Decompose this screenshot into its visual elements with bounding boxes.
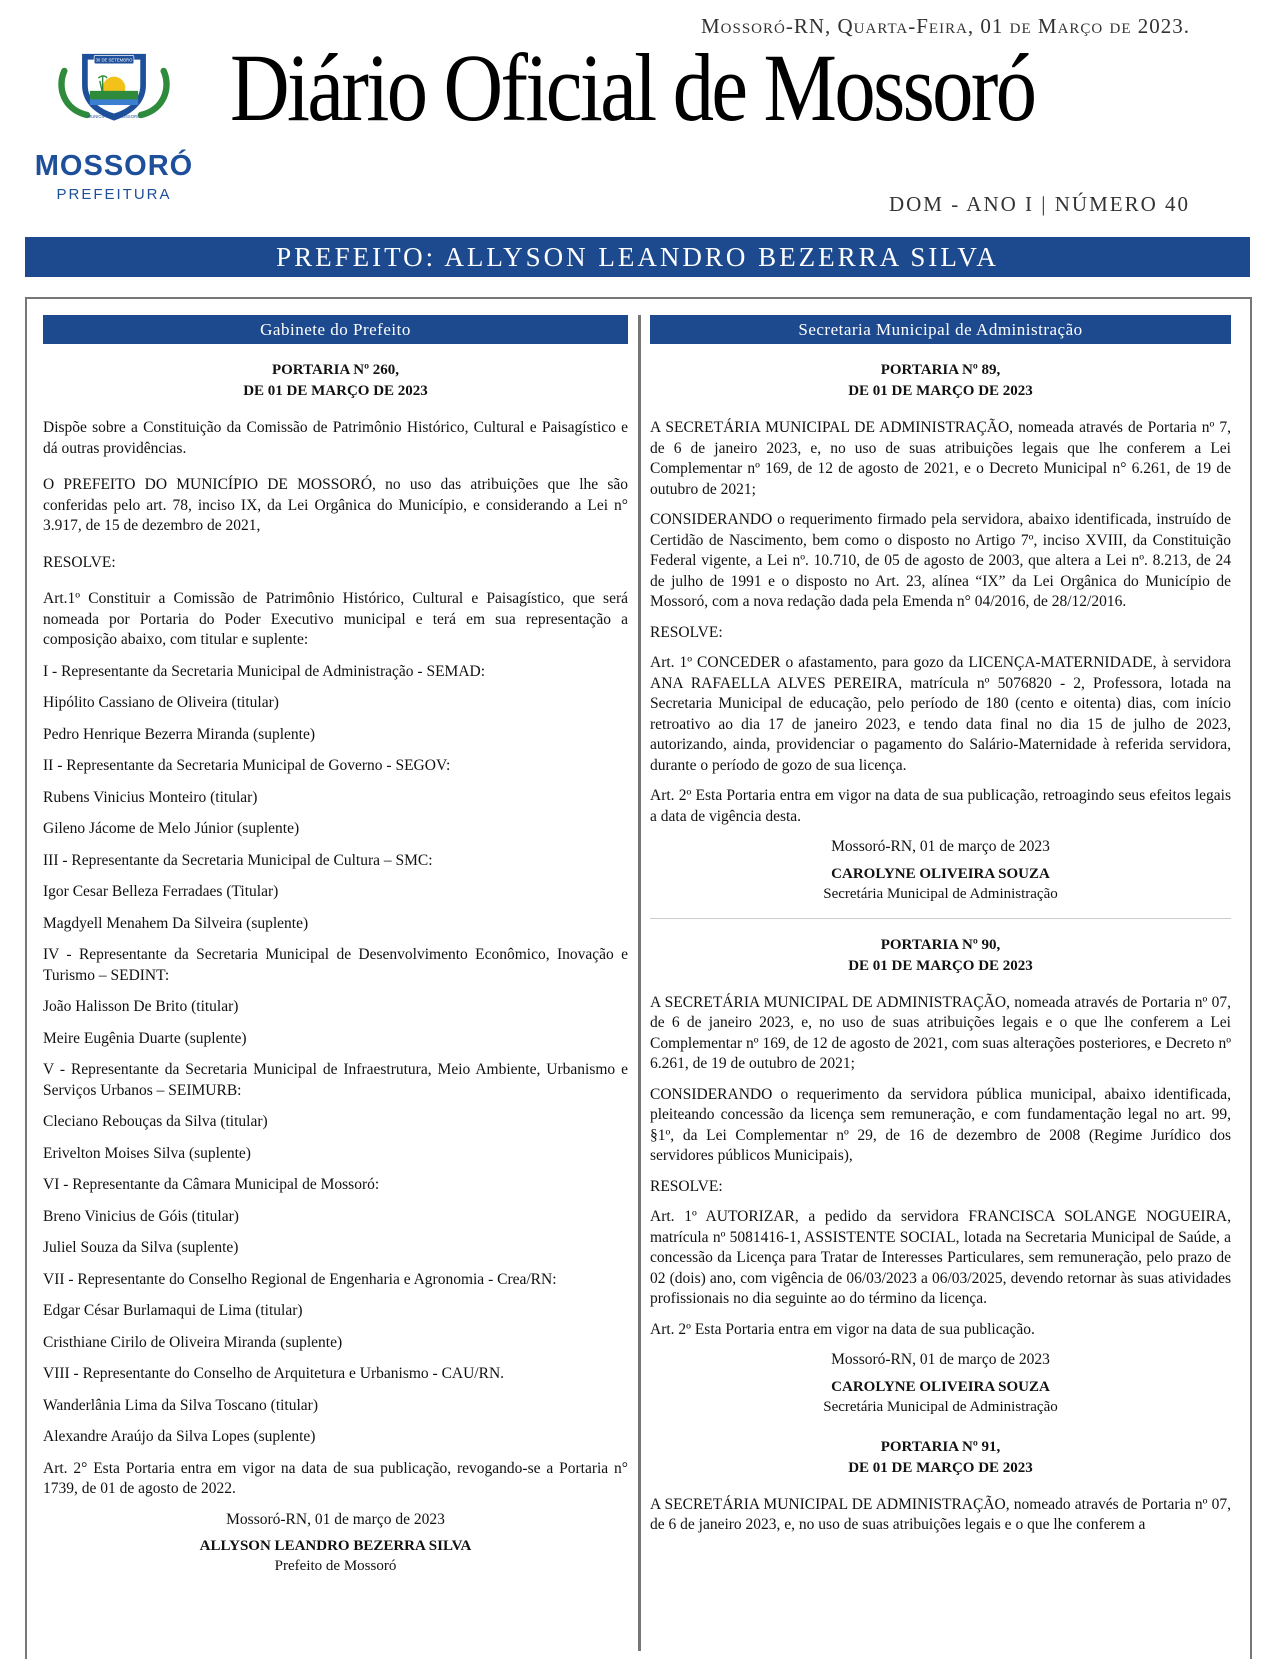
city-date: Mossoró-RN, 01 de março de 2023 — [831, 838, 1050, 855]
signer-name: CAROLYNE OLIVEIRA SOUZA — [831, 865, 1050, 882]
article-2: Art. 2° Esta Portaria entra em vigor na data de sua publicação, revogando-se a Portaria n° 1739, de 01 de agosto de 2022. — [43, 1459, 628, 1497]
edition-line: DOM - ANO I | NÚMERO 40 — [888, 192, 1190, 216]
list-item: Gileno Jácome de Melo Júnior (suplente) — [43, 820, 300, 837]
paragraph: A SECRETÁRIA MUNICIPAL DE ADMINISTRAÇÃO, nomeada através de Portaria nº 07, de 6 de janeiro 2023, e, no uso de suas atribuições legais e o que lhe conferem a Lei Complementar nº 169, de 12 de agosto de 2021, com suas alterações posteriores, e Decreto nº 6.261, de 19 de outubro de 2021; — [650, 993, 1231, 1072]
list-item: Cristhiane Cirilo de Oliveira Miranda (suplente) — [43, 1333, 343, 1351]
section-header-gabinete: Gabinete do Prefeito — [43, 315, 628, 344]
prefeitura-logo — [24, 44, 204, 154]
list-item: Edgar César Burlamaqui de Lima (titular) — [43, 1302, 303, 1319]
left-column — [43, 315, 628, 1576]
list-item: Breno Vinicius de Góis (titular) — [43, 1207, 239, 1225]
column-divider — [638, 315, 641, 1651]
portaria-date: DE 01 DE MARÇO DE 2023 — [848, 957, 1033, 974]
list-item: Rubens Vinicius Monteiro (titular) — [43, 788, 258, 806]
signer-role: Secretária Municipal de Administração — [823, 1398, 1058, 1415]
paragraph: RESOLVE: — [650, 623, 723, 641]
list-item: VII - Representante do Conselho Regional de Engenharia e Agronomia - Crea/RN: — [43, 1270, 557, 1288]
paragraph: Dispõe sobre a Constituição da Comissão de Patrimônio Histórico, Cultural e Paisagístico e dá outras providências. — [43, 419, 628, 457]
list-item: Magdyell Menahem Da Silveira (suplente) — [43, 914, 309, 932]
masthead-title: Diário Oficial de Mossoró — [230, 34, 1035, 141]
signer-name: ALLYSON LEANDRO BEZERRA SILVA — [199, 1538, 472, 1554]
paragraph: RESOLVE: — [650, 1177, 723, 1195]
paragraph: Art. 1º AUTORIZAR, a pedido da servidora FRANCISCA SOLANGE NOGUEIRA, matrícula nº 5081416-1, ASSISTENTE SOCIAL, lotada na Secretaria Municipal de Saúde, a concessão da Licença para Tratar de Interesses Particulares, sem remuneração, pelo prazo de 02 (dois) ano, com vigência de 06/03/2023 a 06/03/2025, devendo retornar às suas atividades profissionais no dia seguinte ao do término da licença. — [650, 1208, 1231, 1307]
separator — [650, 918, 1231, 919]
list-item: Hipólito Cassiano de Oliveira (titular) — [43, 694, 279, 711]
logo-subtitle: PREFEITURA — [56, 186, 172, 203]
paragraph: A SECRETÁRIA MUNICIPAL DE ADMINISTRAÇÃO, nomeada através de Portaria nº 7, de 6 de janeiro 2023, e, no uso de suas atribuições legais que lhe conferem a Lei Complementar nº 169, de 12 de agosto de 2021, e o Decreto Municipal n° 6.261, de 19 de outubro de 2021; — [650, 419, 1231, 498]
portaria-date: DE 01 DE MARÇO DE 2023 — [848, 1459, 1033, 1476]
portaria-title — [43, 360, 628, 402]
portaria-number: PORTARIA Nº 90, — [880, 936, 1001, 953]
logo-ribbon-bottom: MUNICÍPIO DE MOSSORÓ — [87, 113, 141, 119]
paragraph: Art. 2º Esta Portaria entra em vigor na data de sua publicação, retroagindo seus efeitos legais a data de vigência desta. — [650, 787, 1231, 825]
list-item: Alexandre Araújo da Silva Lopes (suplente) — [43, 1428, 316, 1445]
date-line: Mossoró-RN, Quarta-Feira, 01 de Março de 2023. — [700, 14, 1190, 38]
list-item: Juliel Souza da Silva (suplente) — [43, 1239, 239, 1256]
portaria-date: DE 01 DE MARÇO DE 2023 — [848, 383, 1033, 399]
list-item: Wanderlânia Lima da Silva Toscano (titular) — [43, 1396, 318, 1414]
city-date: Mossoró-RN, 01 de março de 2023 — [831, 1351, 1050, 1368]
portaria-title — [650, 360, 1231, 402]
paragraph: O PREFEITO DO MUNICÍPIO DE MOSSORÓ, no uso das atribuições que lhe são conferidas pelo art. 78, inciso IX, da Lei Orgânica do Município, e considerando a Lei n° 3.917, de 15 de dezembro de 2021, — [43, 476, 628, 534]
list-item: VIII - Representante do Conselho de Arquitetura e Urbanismo - CAU/RN. — [43, 1365, 505, 1382]
signer-role: Secretária Municipal de Administração — [823, 885, 1058, 902]
portaria-number: PORTARIA Nº 260, — [271, 362, 400, 378]
list-item: Igor Cesar Belleza Ferradaes (Titular) — [43, 883, 279, 900]
paragraph: CONSIDERANDO o requerimento da servidora pública municipal, abaixo identificada, pleiteando concessão da licença sem remuneração, e com fundamentação legal no art. 99, §1º, da Lei Complementar nº 29, de 16 de dezembro de 2008 (Regime Jurídico dos servidores públicos Municipais), — [650, 1085, 1231, 1164]
list-item: III - Representante da Secretaria Municipal de Cultura – SMC: — [43, 851, 433, 869]
portaria-title — [650, 935, 1231, 977]
list-item: II - Representante da Secretaria Municipal de Governo - SEGOV: — [43, 757, 451, 774]
portaria-number: PORTARIA Nº 91, — [880, 1438, 1001, 1455]
portaria-date: DE 01 DE MARÇO DE 2023 — [243, 383, 428, 399]
portaria-number: PORTARIA Nº 89, — [880, 362, 1001, 378]
portaria-title — [650, 1437, 1231, 1479]
section-header-administracao: Secretaria Municipal de Administração — [650, 315, 1231, 344]
logo-title: MOSSORÓ — [34, 150, 194, 182]
list-item: I - Representante da Secretaria Municipal de Administração - SEMAD: — [43, 662, 486, 680]
list-item: V - Representante da Secretaria Municipal de Infraestrutura, Meio Ambiente, Urbanismo e Serviços Urbanos – SEIMURB: — [43, 1061, 628, 1099]
signer-name: CAROLYNE OLIVEIRA SOUZA — [831, 1378, 1050, 1395]
paragraph: CONSIDERANDO o requerimento firmado pela servidora, abaixo identificada, instruído de Certidão de Nascimento, bem como o disposto no Artigo 7º, inciso XVIII, da Constituição Federal vigente, a Lei nº. 10.710, de 05 de agosto de 2003, que altera a Lei nº. 8.213, de 24 de julho de 1991 e o disposto no Art. 23, alínea “IX” da Lei Orgânica do Município de Mossoró, com a nova redação dada pela Emenda n° 04/2016, de 28/12/2016. — [650, 511, 1231, 610]
paragraph: A SECRETÁRIA MUNICIPAL DE ADMINISTRAÇÃO, nomeado através de Portaria nº 07, de 6 de janeiro 2023, e, no uso de suas atribuições legais e o que lhe conferem a — [650, 1495, 1231, 1533]
paragraph: Art. 2º Esta Portaria entra em vigor na data de sua publicação. — [650, 1320, 1035, 1338]
list-item: VI - Representante da Câmara Municipal de Mossoró: — [43, 1176, 380, 1193]
city-date: Mossoró-RN, 01 de março de 2023 — [226, 1510, 445, 1528]
paragraph: Art. 1º CONCEDER o afastamento, para gozo da LICENÇA-MATERNIDADE, à servidora ANA RAFAELLA ALVES PEREIRA, matrícula nº 5076820 - 2, Professora, lotada na Secretaria Municipal de educação, pelo período de 180 (cento e oitenta) dias, com início retroativo ao dia 17 de janeiro 2023, e tendo data final no dia 15 de julho de 2023, autorizando, ainda, providenciar o pagamento do Salário-Maternidade à referida servidora, durante o período de gozo de sua licença. — [650, 654, 1231, 774]
paragraph: Art.1º Constituir a Comissão de Patrimônio Histórico, Cultural e Paisagístico, que será nomeada por Portaria do Poder Executivo municipal e terá em sua representação a composição abaixo, com titular e suplente: — [43, 590, 628, 648]
list-item: Meire Eugênia Duarte (suplente) — [43, 1029, 247, 1047]
logo-ribbon-top: 30 DE SETEMBRO — [95, 57, 133, 63]
list-item: Pedro Henrique Bezerra Miranda (suplente) — [43, 725, 315, 743]
mayor-banner: PREFEITO: ALLYSON LEANDRO BEZERRA SILVA — [25, 237, 1250, 277]
list-item: João Halisson De Brito (titular) — [43, 998, 239, 1015]
list-item: Erivelton Moises Silva (suplente) — [43, 1144, 251, 1162]
list-item: Cleciano Rebouças da Silva (titular) — [43, 1113, 268, 1130]
signer-role: Prefeito de Mossoró — [274, 1558, 397, 1574]
right-column — [650, 315, 1231, 1546]
paragraph: RESOLVE: — [43, 553, 116, 571]
list-item: IV - Representante da Secretaria Municipal de Desenvolvimento Econômico, Inovação e Turismo – SEDINT: — [43, 946, 628, 984]
